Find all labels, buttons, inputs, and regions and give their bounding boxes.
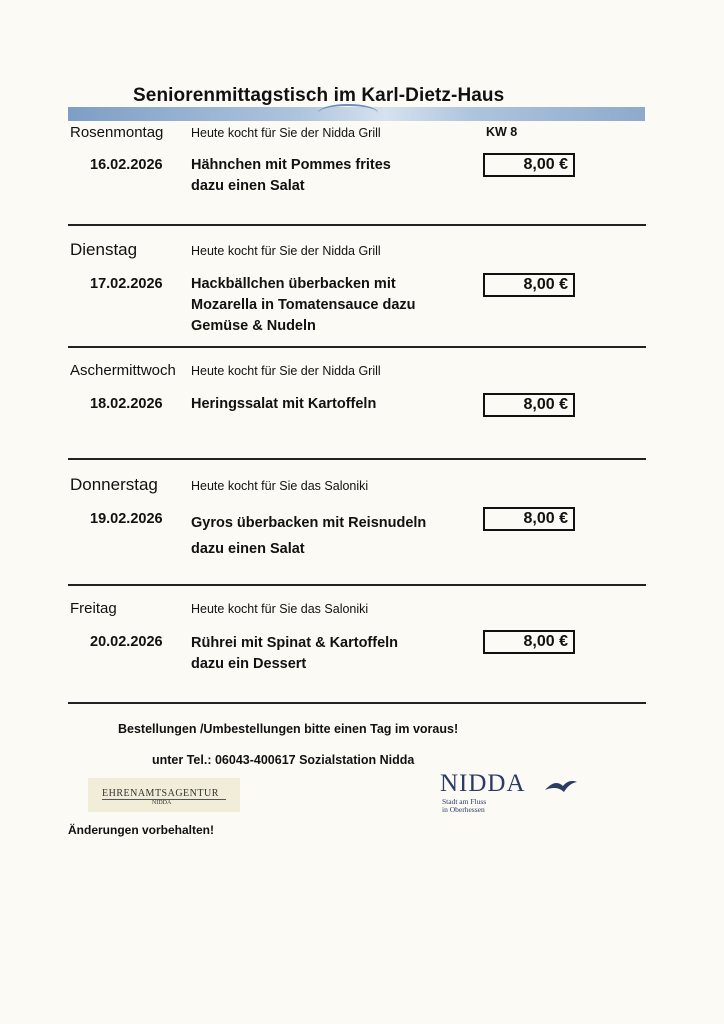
meal-description bbox=[191, 633, 398, 675]
day-name: Dienstag bbox=[70, 240, 138, 259]
nidda-logo bbox=[440, 770, 590, 820]
divider bbox=[68, 702, 646, 704]
meal-line: Gyros überbacken mit Reisnudeln bbox=[191, 515, 427, 531]
cook-note: Heute kocht für Sie das Saloniki bbox=[191, 602, 369, 616]
meal-line: Gemüse & Nudeln bbox=[191, 318, 316, 334]
day-section-friday bbox=[68, 598, 646, 702]
meal-line: dazu einen Salat bbox=[191, 541, 305, 557]
meal-line: Rührei mit Spinat & Kartoffeln bbox=[191, 635, 399, 651]
meal-line: Heringssalat mit Kartoffeln bbox=[191, 396, 377, 412]
changes-note: Änderungen vorbehalten! bbox=[68, 823, 215, 837]
price-box: 8,00 € bbox=[483, 507, 575, 531]
cook-note: Heute kocht für Sie das Saloniki bbox=[191, 479, 369, 493]
price-box: 8,00 € bbox=[483, 393, 575, 417]
day-name: Aschermittwoch bbox=[70, 362, 176, 379]
meal-line: Hähnchen mit Pommes frites bbox=[191, 157, 391, 173]
cook-note: Heute kocht für Sie der Nidda Grill bbox=[191, 126, 381, 140]
date: 17.02.2026 bbox=[90, 276, 163, 292]
day-name: Freitag bbox=[70, 600, 117, 617]
date: 16.02.2026 bbox=[90, 157, 163, 173]
day-section-tuesday bbox=[68, 238, 646, 346]
nidda-sub-line2: in Oberhessen bbox=[442, 805, 485, 814]
nidda-logo-subtext bbox=[442, 798, 486, 814]
meal-description bbox=[191, 155, 391, 197]
cook-note: Heute kocht für Sie der Nidda Grill bbox=[191, 244, 381, 258]
nidda-logo-text: NIDDA bbox=[440, 770, 526, 797]
meal-line: Mozarella in Tomatensauce dazu bbox=[191, 297, 416, 313]
divider bbox=[68, 584, 646, 586]
price-box: 8,00 € bbox=[483, 630, 575, 654]
page-title: Seniorenmittagstisch im Karl-Dietz-Haus bbox=[133, 85, 505, 106]
date: 18.02.2026 bbox=[90, 396, 163, 412]
day-section-thursday bbox=[68, 475, 646, 585]
day-section-wednesday bbox=[68, 362, 646, 458]
meal-description bbox=[191, 394, 376, 415]
meal-description bbox=[191, 510, 426, 562]
price-box: 8,00 € bbox=[483, 273, 575, 297]
ehrenamtsagentur-logo bbox=[88, 778, 240, 812]
date: 19.02.2026 bbox=[90, 511, 163, 527]
meal-line: dazu einen Salat bbox=[191, 178, 305, 194]
date: 20.02.2026 bbox=[90, 634, 163, 650]
phone-note: unter Tel.: 06043-400617 Sozialstation Nidda bbox=[152, 753, 415, 767]
day-name: Rosenmontag bbox=[70, 124, 164, 141]
divider bbox=[68, 224, 646, 226]
day-name: Donnerstag bbox=[70, 475, 158, 494]
order-note: Bestellungen /Umbestellungen bitte einen Tag im voraus! bbox=[118, 722, 459, 736]
bird-icon bbox=[544, 778, 578, 794]
header-decoration-arc bbox=[318, 104, 378, 122]
meal-line: dazu ein Dessert bbox=[191, 656, 307, 672]
divider bbox=[68, 458, 646, 460]
cook-note: Heute kocht für Sie der Nidda Grill bbox=[191, 364, 381, 378]
day-section-monday bbox=[68, 124, 646, 224]
week-label: KW 8 bbox=[486, 125, 518, 139]
nidda-sub-line1: Stadt am Fluss bbox=[442, 797, 487, 806]
meal-line: Hackbällchen überbacken mit bbox=[191, 276, 396, 292]
divider bbox=[68, 346, 646, 348]
meal-description bbox=[191, 274, 416, 337]
ehrenamt-logo-text: EHRENAMTSAGENTUR bbox=[102, 788, 219, 799]
ehrenamt-logo-subtext: NIDDA bbox=[152, 800, 172, 806]
price-box: 8,00 € bbox=[483, 153, 575, 177]
